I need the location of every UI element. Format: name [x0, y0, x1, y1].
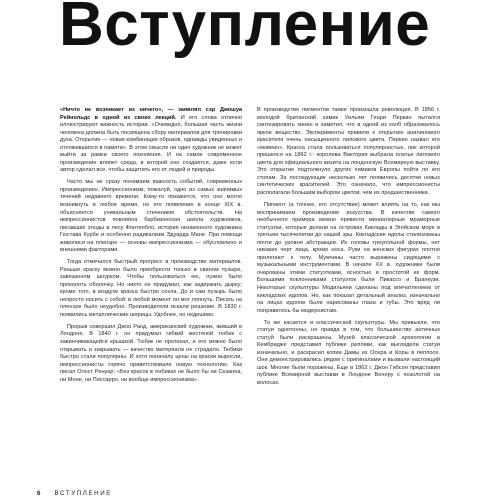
paragraph-text: И его слова отлично иллюстрируют важность истории. «Очевидно, большая часть жизни человека должна быть посвящена сбору материалов для тренировки духа. Открытие — новая комбинация образов, однажды увиденных и отложившихся в памяти». В этом смысле ни один художник не может выйти за рамки своего поколения. И на самое современное произведение влияет среда, в которой оно создается, даже если автор сделал все, чтобы защитить его от людей и природы.: [60, 114, 243, 174]
paragraph: Прорыв совершил Джон Ранд, американский художник, живший в Лондоне. В 1840 г. он придумал гибкий жестяной тюбик с завинчивающейся крышкой. Тюбик не протекал, и его можно было открывать и закрывать — качество материала не страдало. Тюбики быстро стали популярны. И хотя поначалу цены на краски выросли, импрессионисты горячо приветствовали новую технологию. Как писал Огюст Ренуар: «Без красок в тюбиках не было бы ни Сезанна, ни Моне, ни Писсарро, ни вообще импрессионизма».: [60, 323, 242, 383]
chapter-title: Вступление: [59, 0, 431, 59]
paragraph: Часто мы не сразу понимаем важность событий, современных произведению. Импрессионизм, пожалуй, одно из самых значимых течений недавнего времени. Кому-то покажется, что оно могло возникнуть в любое время, но его появление в конце XIX в. объясняется уникальным стечением обстоятельств. На импрессионистов повлияла барбизонская школа художников, писавших этюды в лесу Фонтенбло, история незаконного художника Гюстава Курбе и особенно радикализм Эдуарда Мане. При помощи живописи на пленэре — основы импрессионизма — обусловлено и внешними факторами.: [60, 179, 242, 254]
lead-quote: «Ничто не возникает из ничего», — заявлял сэр Джошуа Рейнольдс в одной из своих лекций.: [60, 107, 242, 121]
paragraph: Тогда отмечался быстрый прогресс в производстве материалов. Раньше краску можно было приобрести только в свином пузыре, завязанном шнурком. Чтобы пользоваться ею, нужно было проколоть оболочку. Но никто не придумал, как задержать дырку; кроме того, в воздухе краска быстро сохла. До и сам пузырь было непросто носить с собой: в любой момент он мог лопнуть. Писать на пленэре было неудобно. Производители искали решение. В 1830 г. появились металлические шприцы. Удобнее, но недешево.: [60, 259, 242, 318]
page-number: 6: [37, 490, 41, 497]
paragraph: В производстве пигментов также произошла революция. В 1856 г. молодой британский химик Уильям Генри Перкин пытался синтезировать хинин и заметил, что в одной из колб образовалось яркое вещество. Эксперименты привели к открытию анилинового красителя очень насыщенного лилового цвета. Перкин назвал его «мовеин». Краска стала пользоваться популярностью, пик которой пришелся на 1862 г.: королева Виктория выбрала платье лилового цвета для официального визита на лондонскую Всемирную выставку. Это открытие подтолкнуло других химиков Европы пойти по его стопам. За последующие несколько лет появились десятки новых синтетических красителей. Это означало, что импрессионисты располагали большим выбором цветов, чем их предшественники.: [257, 107, 440, 197]
paragraph: То же касается и классической скульптуры. Мы привыкли, что статуи однотонны, но правда в том, что большинство античных статуй были раскрашены. Музей классической археологии в Кембридже представил публике реплики, как выглядели статуи изначально, и раскрасил копии Дамы из Осера и Коры в пеплосе. Они демонстрировались рядом с оригиналами и вызвали настоящий шок. Многие были поражены. Еще в 1862 г. Джон Гибсон представил публике Всемирной выставки в Лондоне Венеру с позолотой на волосах.: [257, 319, 440, 386]
paragraph: Пигмент (а точнее, его отсутствие) может влиять на то, как мы воспринимаем произведение искусства. В качестве самого необычного примера можно привести миниатюрные мраморные статуэтки, которые делали на островах Киклады в Эгейском море в третьем тысячелетии до нашей эры. Кикладские идолы стилизованы почти до уровня абстракции. Их головы треугольной формы, нет никаких черт лица, кроме носа. Руки на женских фигурах плотно прилегают к телу. Мужчины часто выражены сидящими с музыкальными инструментами. В начале XX в. художники были очарованы этими статуэтками, ясностью и простотой их форм. Большими поклонниками статуэток были Пикассо и Бранкузи. Некоторые скульптуры Модильяни сделаны под впечатлением от кикладских идолов. Но, как показал детальный анализ, изначально на лицах идолов были нарисованы глаза и губы. Это вряд ли понравилось бы модернистам.: [257, 201, 440, 314]
paragraph: [60, 107, 242, 175]
left-text-column: [60, 107, 242, 389]
page-footer: [37, 490, 112, 497]
right-text-column: [257, 107, 440, 392]
running-section-label: ВСТУПЛЕНИЕ: [54, 490, 113, 497]
